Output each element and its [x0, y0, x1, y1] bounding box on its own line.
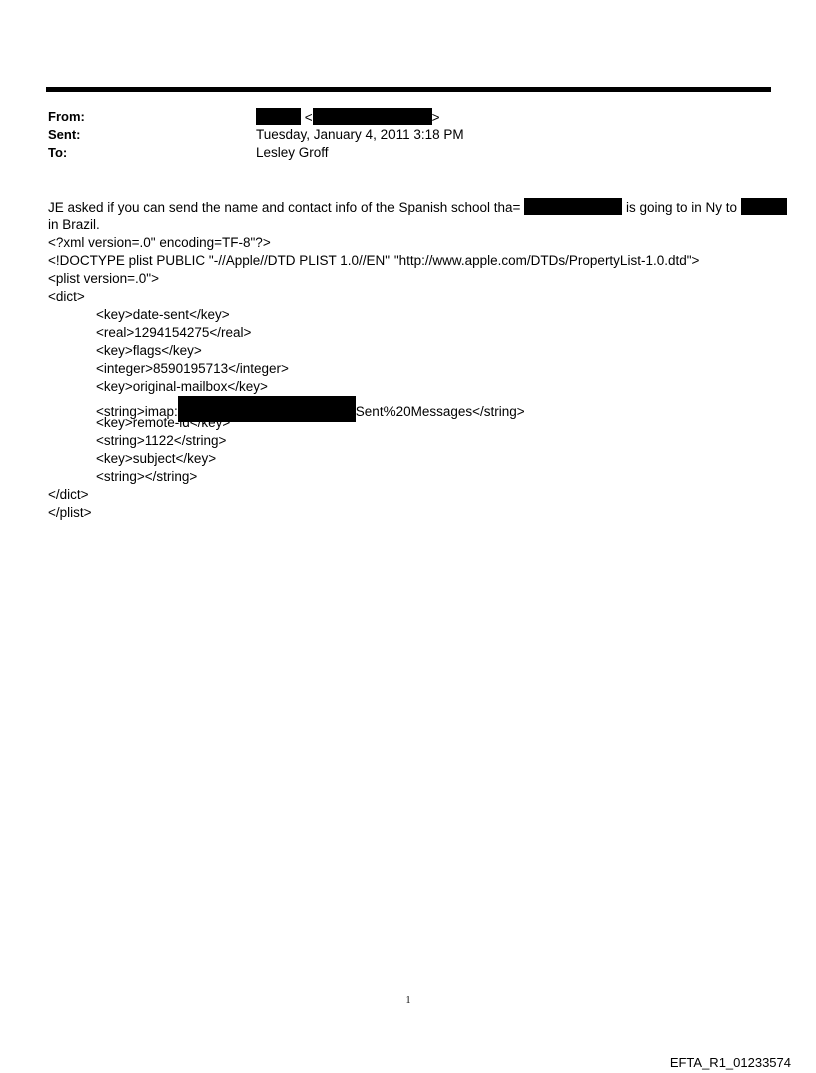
plist-close: </plist> [48, 505, 92, 520]
from-label: From: [48, 109, 85, 124]
from-value [256, 108, 440, 127]
plist-line: <string></string> [96, 469, 198, 484]
document-id: EFTA_R1_01233574 [669, 1055, 791, 1070]
from-name-redaction [256, 108, 301, 125]
xml-declaration: <?xml version=.0" encoding=TF-8"?> [48, 235, 271, 250]
body-line-1-a: JE asked if you can send the name and contact info of the Spanish school tha= [48, 200, 525, 215]
body-place-redaction [741, 198, 787, 215]
plist-open: <plist version=.0"> [48, 271, 159, 286]
from-email-redaction [313, 108, 432, 125]
page-number: 1 [405, 995, 411, 1006]
dict-open: <dict> [48, 289, 85, 304]
plist-line: <real>1294154275</real> [96, 325, 252, 340]
mailbox-suffix: Sent%20Messages</string> [355, 404, 525, 419]
plist-line: <key>original-mailbox</key> [96, 379, 268, 394]
body-line-2: in Brazil. [48, 217, 100, 232]
sent-label: Sent: [48, 127, 81, 142]
dict-close: </dict> [48, 487, 89, 502]
body-name-redaction [524, 198, 622, 215]
plist-line: <key>remote-id</key> [96, 415, 231, 430]
top-rule [46, 87, 771, 92]
plist-line: <integer>8590195713</integer> [96, 361, 289, 376]
mailbox-prefix: <string>imap: [96, 404, 178, 419]
plist-line: <key>flags</key> [96, 343, 202, 358]
plist-line: <key>subject</key> [96, 451, 217, 466]
from-lt: < [304, 110, 313, 125]
plist-line: <key>date-sent</key> [96, 307, 230, 322]
from-gt: > [431, 110, 440, 125]
to-value: Lesley Groff [256, 145, 329, 160]
plist-line: <string>1122</string> [96, 433, 227, 448]
to-label: To: [48, 145, 68, 160]
body-line-1 [48, 198, 787, 217]
doctype-line: <!DOCTYPE plist PUBLIC "-//Apple//DTD PLIST 1.0//EN" "http://www.apple.com/DTDs/PropertyList-1.0.dtd"> [48, 253, 700, 268]
sent-value: Tuesday, January 4, 2011 3:18 PM [256, 127, 464, 142]
body-line-1-b: is going to in Ny to [622, 200, 741, 215]
